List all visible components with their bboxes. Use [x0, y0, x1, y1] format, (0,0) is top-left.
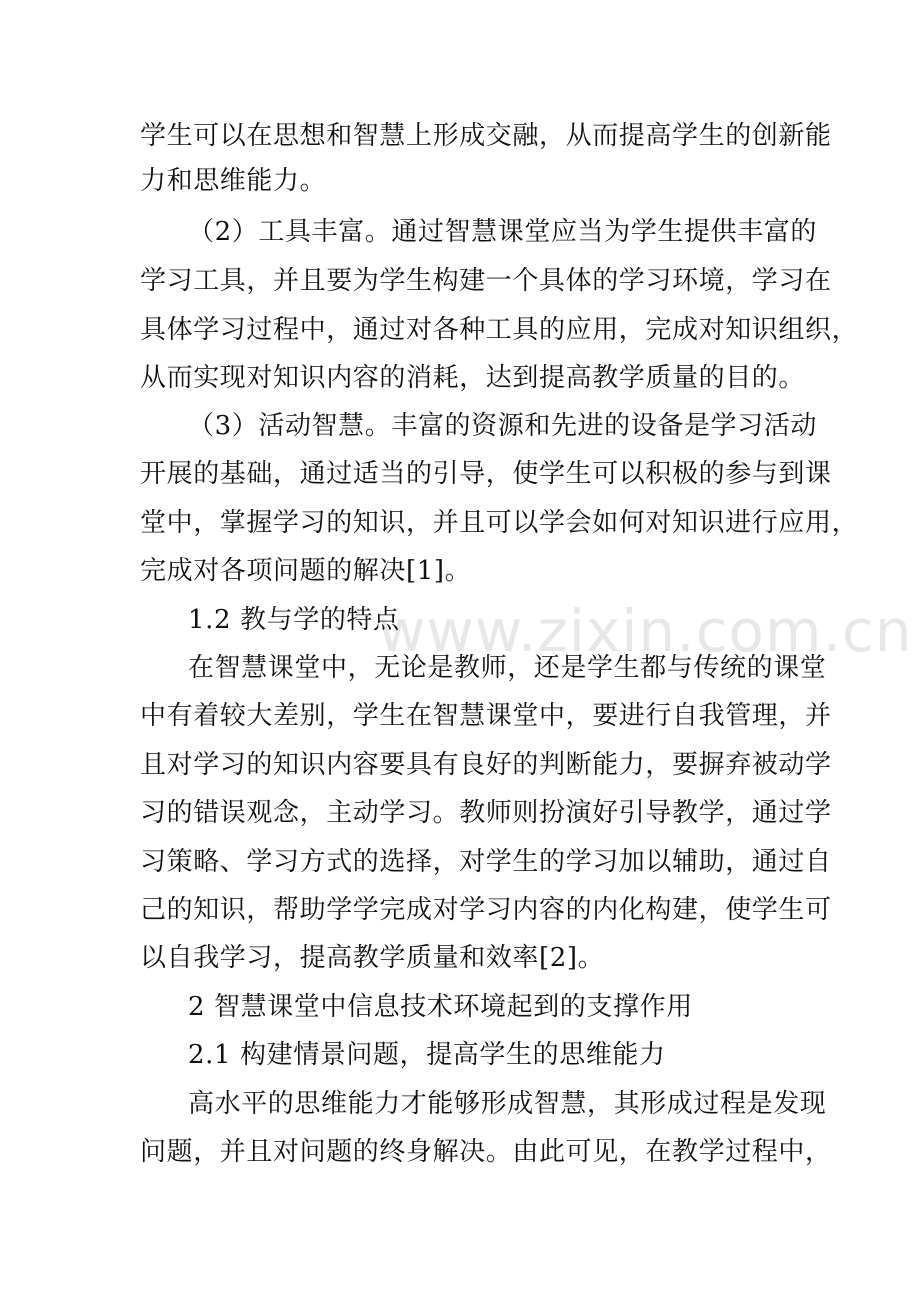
section-heading: 1.2 教与学的特点 — [188, 605, 400, 635]
paragraph-line: 开展的基础，通过适当的引导，使学生可以积极的参与到课 — [140, 459, 832, 489]
paragraph-line: 从而实现对知识内容的消耗，达到提高教学质量的目的。 — [140, 363, 806, 393]
section-heading: 2.1 构建情景问题，提高学生的思维能力 — [188, 1040, 666, 1070]
paragraph-line: 学习工具，并且要为学生构建一个具体的学习环境，学习在 — [140, 266, 832, 296]
paragraph-line: 堂中，掌握学习的知识，并且可以学会如何对知识进行应用， — [140, 508, 859, 538]
paragraph-line: 问题，并且对问题的终身解决。由此可见，在教学过程中， — [140, 1137, 832, 1167]
paragraph-line: 且对学习的知识内容要具有良好的判断能力，要摒弃被动学 — [140, 750, 832, 780]
paragraph-line: 完成对各项问题的解决[1]。 — [140, 556, 472, 586]
paragraph-line: 习的错误观念，主动学习。教师则扮演好引导教学，通过学 — [140, 798, 832, 828]
paragraph-line: 中有着较大差别，学生在智慧课堂中，要进行自我管理，并 — [140, 701, 832, 731]
paragraph-line: 以自我学习，提高教学质量和效率[2]。 — [140, 943, 605, 973]
paragraph-line: （2）工具丰富。通过智慧课堂应当为学生提供丰富的 — [188, 217, 817, 247]
paragraph-line: 高水平的思维能力才能够形成智慧，其形成过程是发现 — [188, 1089, 827, 1119]
paragraph-line: 习策略、学习方式的选择，对学生的学习加以辅助，通过自 — [140, 847, 832, 877]
paragraph-line: 力和思维能力。 — [140, 166, 327, 196]
paragraph-line: 己的知识，帮助学学完成对学习内容的内化构建，使学生可 — [140, 895, 832, 925]
paragraph-line: （3）活动智慧。丰富的资源和先进的设备是学习活动 — [188, 411, 817, 441]
section-heading: 2 智慧课堂中信息技术环境起到的支撑作用 — [188, 992, 693, 1022]
watermark-text: www.zixin.com.cn — [378, 597, 913, 665]
paragraph-line: 在智慧课堂中，无论是教师，还是学生都与传统的课堂 — [188, 653, 827, 683]
paragraph-line: 具体学习过程中，通过对各种工具的应用，完成对知识组织， — [140, 315, 859, 345]
paragraph-line: 学生可以在思想和智慧上形成交融，从而提高学生的创新能 — [140, 121, 832, 151]
